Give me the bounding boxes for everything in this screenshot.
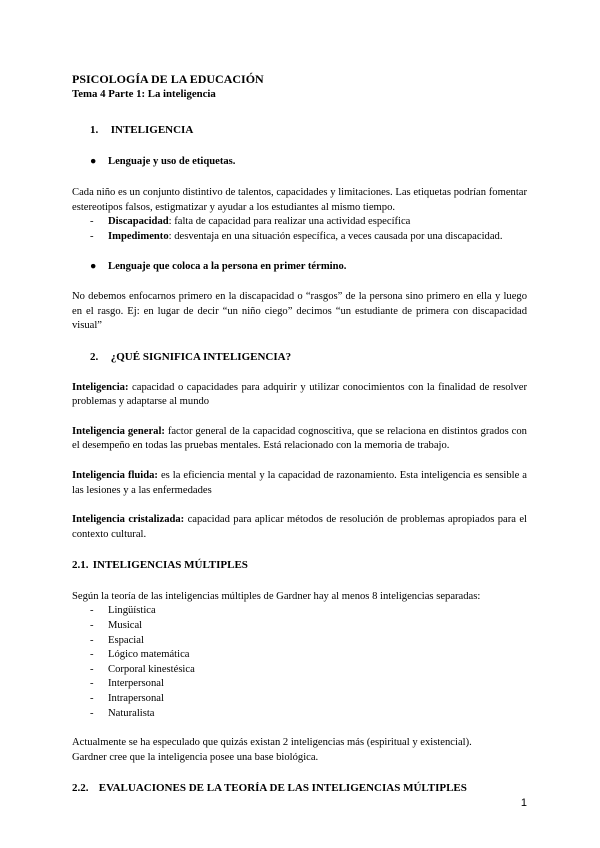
term: Inteligencia: <box>72 381 129 393</box>
list-item-text: Intrapersonal <box>108 693 164 705</box>
dash-icon: - <box>90 649 94 661</box>
list-item-text: Musical <box>108 620 143 632</box>
definition-paragraph <box>72 513 527 542</box>
bullet-dot-icon: ● <box>90 155 97 167</box>
section-number: 2.1. <box>72 559 89 572</box>
paragraph-labels: Cada niño es un conjunto distintivo de talentos, capacidades y limitaciones. Las etiquetas podrían fomentar estereotipos falsos, estigmatizar y ayudar a los estudiantes al mismo tiempo. <box>72 187 527 213</box>
document-subtitle: Tema 4 Parte 1: La inteligencia <box>72 88 216 100</box>
list-item <box>72 707 527 722</box>
bullet-text: Lenguaje que coloca a la persona en primer término. <box>108 260 347 272</box>
bullet-heading-labels <box>72 155 527 170</box>
list-item-text: Naturalista <box>108 707 155 719</box>
list-item-text: Espacial <box>108 634 144 646</box>
section-title: INTELIGENCIA <box>110 124 194 136</box>
dash-icon: - <box>90 693 94 705</box>
section-1-heading <box>72 123 527 138</box>
section-number: 2.2. <box>72 782 89 795</box>
dash-icon: - <box>90 620 94 632</box>
dash-icon: - <box>90 216 94 228</box>
term: Inteligencia general: <box>72 425 165 437</box>
document-title: PSICOLOGÍA DE LA EDUCACIÓN <box>72 72 264 86</box>
dash-icon: - <box>90 663 94 675</box>
page-content <box>72 72 527 796</box>
list-item <box>72 215 527 230</box>
paragraph-gardner-intro: Según la teoría de las inteligencias múltiples de Gardner hay al menos 8 inteligencias separadas: <box>72 590 481 602</box>
dash-icon: - <box>90 678 94 690</box>
dash-icon: - <box>90 605 94 617</box>
definition: desventaja en una situación específica, a veces causada por una discapacidad. <box>171 230 503 242</box>
definition-paragraph <box>72 381 527 410</box>
separator: : <box>168 230 172 242</box>
dash-icon: - <box>90 707 94 719</box>
section-title: EVALUACIONES DE LA TEORÍA DE LAS INTELIGENCIAS MÚLTIPLES <box>98 782 467 795</box>
list-item <box>72 677 527 692</box>
bullet-text: Lenguaje y uso de etiquetas. <box>108 155 236 167</box>
paragraph-speculation: Actualmente se ha especulado que quizás existan 2 inteligencias más (espiritual y existencial). <box>72 737 472 749</box>
definition: es la eficiencia mental y la capacidad de razonamiento. Esta inteligencia es sensible a las lesiones y a las enfermedades <box>72 469 527 496</box>
paragraph-person-first: No debemos enfocarnos primero en la discapacidad o “rasgos” de la persona sino primero en ella y luego en el rasgo. Ej: en lugar de decir “un niño ciego” decimos “un estudiante de primera con discapacidad visual” <box>72 291 527 332</box>
list-item <box>72 604 527 619</box>
section-title: INTELIGENCIAS MÚLTIPLES <box>92 559 248 572</box>
paragraph-biological-basis: Gardner cree que la inteligencia posee una base biológica. <box>72 751 319 763</box>
term: Impedimento <box>108 230 169 242</box>
definition-list <box>72 215 527 244</box>
term: Inteligencia cristalizada: <box>72 514 185 526</box>
section-number: 2. <box>90 350 99 363</box>
section-2-1-heading <box>72 558 527 573</box>
list-item <box>72 619 527 634</box>
list-item-text: Lógico matemática <box>108 649 190 661</box>
definition: falta de capacidad para realizar una actividad específica <box>171 216 411 228</box>
term: Discapacidad <box>108 216 169 228</box>
page-number: 1 <box>520 797 527 809</box>
definition-paragraph <box>72 469 527 498</box>
bullet-heading-person-first <box>72 260 527 275</box>
section-title: ¿QUÉ SIGNIFICA INTELIGENCIA? <box>110 350 292 363</box>
section-2-heading <box>72 350 527 365</box>
definition: capacidad o capacidades para adquirir y utilizar conocimientos con la finalidad de resolver problemas y adaptarse al mundo <box>72 381 527 408</box>
list-item <box>72 230 527 245</box>
section-number: 1. <box>90 124 99 136</box>
bullet-dot-icon: ● <box>90 260 97 272</box>
term: Inteligencia fluida: <box>72 469 158 481</box>
list-item <box>72 634 527 649</box>
list-item-text: Interpersonal <box>108 678 164 690</box>
list-item <box>72 648 527 663</box>
dash-icon: - <box>90 230 94 242</box>
definition-paragraph <box>72 425 527 454</box>
list-item <box>72 692 527 707</box>
dash-icon: - <box>90 634 94 646</box>
list-item-text: Corporal kinestésica <box>108 663 195 675</box>
list-item-text: Lingüística <box>108 605 156 617</box>
section-2-2-heading <box>72 781 527 796</box>
separator: : <box>168 216 172 228</box>
intelligences-list <box>72 604 527 721</box>
definition: capacidad para aplicar métodos de resolución de problemas apropiados para el contexto cultural. <box>72 514 527 540</box>
list-item <box>72 663 527 678</box>
definition: factor general de la capacidad cognoscitiva, que se relaciona en distintos grados con el desempeño en todas las pruebas mentales. Está relacionado con la memoria de trabajo. <box>72 425 527 452</box>
